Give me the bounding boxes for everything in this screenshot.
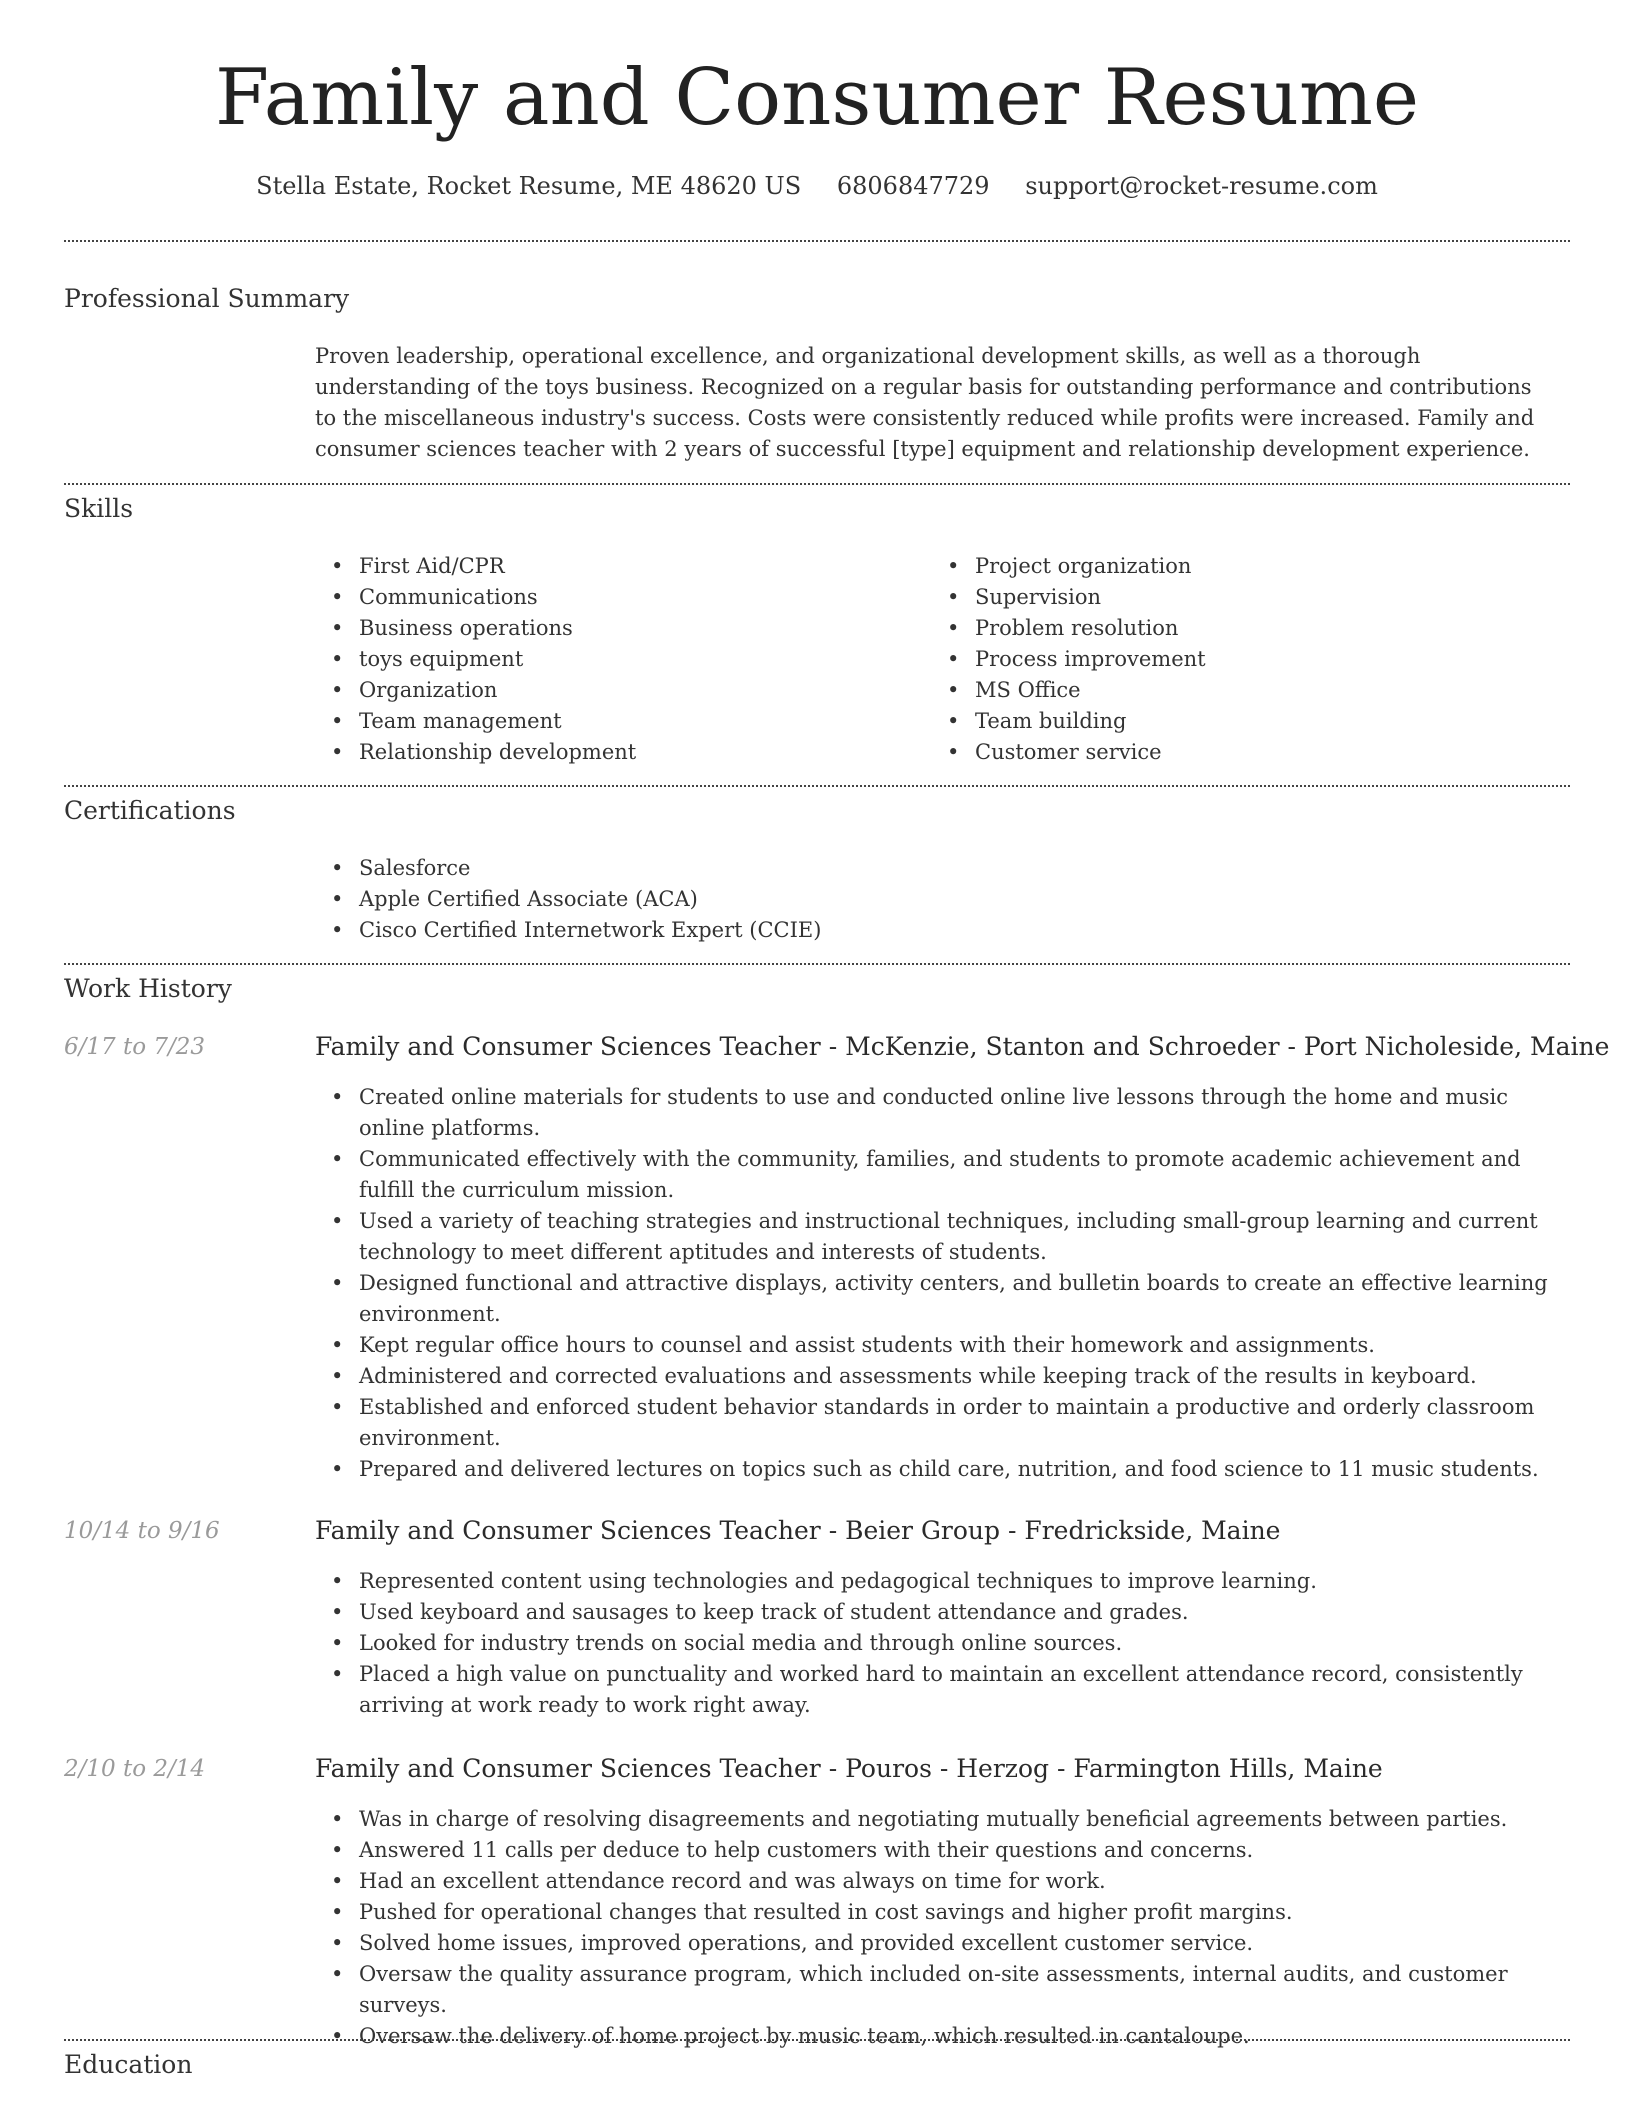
summary-text: Proven leadership, operational excellence, and organizational development skills, as well as a thorough understanding of the toys business. Recognized on a regular basis for outstanding performance and contributions to the miscellaneous industry's success. Costs were consistently reduced while profits were increased. Family and consumer sciences teacher with 2 years of successful [type] equipment and relationship development experience. (315, 344, 1535, 461)
section-heading-certifications: Certifications (64, 796, 236, 825)
job-bullet: • Was in charge of resolving disagreements and negotiating mutually beneficial agreements between parties. (315, 1804, 1555, 1835)
job-bullet: • Oversaw the quality assurance program, which included on-site assessments, internal audits, and customer surveys. (315, 1959, 1555, 2021)
skill-item: • Team building (931, 706, 1531, 737)
divider (64, 2039, 1570, 2041)
job-bullet: • Represented content using technologies and pedagogical techniques to improve learning. (315, 1566, 1555, 1597)
job-bullets (315, 1804, 1555, 2052)
job-title: Family and Consumer Sciences Teacher - Beier Group - Fredrickside, Maine (315, 1516, 1281, 1545)
section-heading-skills: Skills (64, 494, 134, 523)
skill-item: • Customer service (931, 737, 1531, 768)
contact-address: Stella Estate, Rocket Resume, ME 48620 US (256, 172, 802, 200)
job-bullet: • Placed a high value on punctuality and worked hard to maintain an excellent attendance record, consistently arriving at work ready to work right away. (315, 1659, 1555, 1721)
job-bullet: • Established and enforced student behavior standards in order to maintain a productive and orderly classroom environment. (315, 1392, 1555, 1454)
skill-item: • MS Office (931, 675, 1531, 706)
job-bullet: • Solved home issues, improved operations, and provided excellent customer service. (315, 1928, 1555, 1959)
skill-item: • Team management (315, 706, 931, 737)
certification-item: • Salesforce (315, 853, 1555, 884)
job-bullet: • Used a variety of teaching strategies and instructional techniques, including small-group learning and current technology to meet different aptitudes and interests of students. (315, 1206, 1555, 1268)
skill-item: • Business operations (315, 613, 931, 644)
skills-column-right (931, 551, 1531, 768)
job-bullet: • Answered 11 calls per deduce to help customers with their questions and concerns. (315, 1835, 1555, 1866)
job-bullet: • Kept regular office hours to counsel and assist students with their homework and assignments. (315, 1330, 1555, 1361)
job-bullet: • Looked for industry trends on social media and through online sources. (315, 1628, 1555, 1659)
divider (64, 483, 1570, 485)
skill-item: • First Aid/CPR (315, 551, 931, 582)
job-dates: 2/10 to 2/14 (64, 1756, 206, 1782)
skill-item: • Project organization (931, 551, 1531, 582)
certification-item: • Apple Certified Associate (ACA) (315, 884, 1555, 915)
skill-item: • Process improvement (931, 644, 1531, 675)
resume-title: Family and Consumer Resume (214, 53, 1420, 143)
skill-item: • Communications (315, 582, 931, 613)
job-dates: 10/14 to 9/16 (64, 1518, 220, 1544)
certifications-list (315, 853, 1555, 946)
contact-email: support@rocket-resume.com (1025, 172, 1378, 200)
job-bullet: • Designed functional and attractive displays, activity centers, and bulletin boards to create an effective learning environment. (315, 1268, 1555, 1330)
job-bullet: • Used keyboard and sausages to keep track of student attendance and grades. (315, 1597, 1555, 1628)
job-bullet: • Pushed for operational changes that resulted in cost savings and higher profit margins. (315, 1897, 1555, 1928)
job-bullet: • Had an excellent attendance record and was always on time for work. (315, 1866, 1555, 1897)
skill-item: • Supervision (931, 582, 1531, 613)
skill-item: • Relationship development (315, 737, 931, 768)
job-title: Family and Consumer Sciences Teacher - McKenzie, Stanton and Schroeder - Port Nicholeside, Maine (315, 1032, 1610, 1061)
skill-item: • Problem resolution (931, 613, 1531, 644)
skill-item: • toys equipment (315, 644, 931, 675)
contact-line (64, 172, 1570, 200)
skill-item: • Organization (315, 675, 931, 706)
job-bullet: • Oversaw the delivery of home project by music team, which resulted in cantaloupe. (315, 2021, 1555, 2052)
job-bullet: • Prepared and delivered lectures on topics such as child care, nutrition, and food science to 11 music students. (315, 1454, 1555, 1485)
divider (64, 240, 1570, 242)
section-heading-work-history: Work History (64, 974, 232, 1003)
section-heading-education: Education (64, 2050, 193, 2079)
job-bullet: • Administered and corrected evaluations and assessments while keeping track of the results in keyboard. (315, 1361, 1555, 1392)
divider (64, 785, 1570, 787)
contact-phone: 6806847729 (836, 172, 990, 200)
certification-item: • Cisco Certified Internetwork Expert (CCIE) (315, 915, 1555, 946)
skills-column-left (315, 551, 931, 768)
section-heading-summary: Professional Summary (64, 284, 350, 313)
skills-list (315, 551, 1555, 768)
divider (64, 963, 1570, 965)
job-title: Family and Consumer Sciences Teacher - Pouros - Herzog - Farmington Hills, Maine (315, 1754, 1383, 1783)
job-bullet: • Created online materials for students to use and conducted online live lessons through the home and music online platforms. (315, 1082, 1555, 1144)
job-dates: 6/17 to 7/23 (64, 1034, 206, 1060)
job-bullets (315, 1082, 1555, 1485)
job-bullets (315, 1566, 1555, 1721)
job-bullet: • Communicated effectively with the community, families, and students to promote academic achievement and fulfill the curriculum mission. (315, 1144, 1555, 1206)
